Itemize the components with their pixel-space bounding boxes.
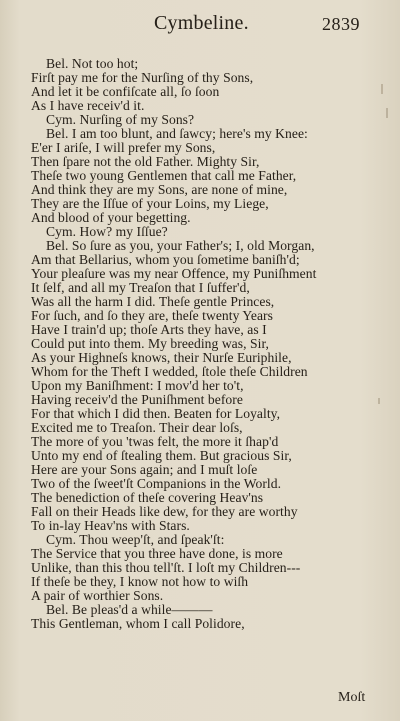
running-title: Cymbeline. (154, 12, 249, 34)
text-line: Have I train'd up; thoſe Arts they have, as I (31, 322, 267, 337)
text-line: Two of the ſweet'ſt Companions in the World. (31, 476, 282, 491)
page-header (0, 12, 400, 42)
text-line: Here are your Sons again; and I muſt loſe (31, 462, 258, 477)
text-line: Cym. Nurſing of my Sons? (46, 112, 195, 127)
text-line: It ſelf, and all my Treaſon that I ſuffer'd, (31, 280, 250, 295)
text-line: Fall on their Heads like dew, for they are worthy (31, 504, 298, 519)
text-line: The benediction of theſe covering Heav'ns (31, 490, 264, 505)
text-line: Bel. So ſure as you, your Father's; I, old Morgan, (46, 238, 315, 253)
text-line: And think they are my Sons, are none of mine, (31, 182, 288, 197)
text-line: For ſuch, and ſo they are, theſe twenty Years (31, 308, 273, 323)
text-line: Unlike, than this thou tell'ſt. I loſt my Children--- (31, 560, 301, 575)
text-line: As your Highneſs knows, their Nurſe Euriphile, (31, 350, 292, 365)
text-line: Bel. I am too blunt, and ſawcy; here's my Knee: (46, 126, 308, 141)
text-line: They are the Iſſue of your Loins, my Liege, (31, 196, 269, 211)
text-line: A pair of worthier Sons. (31, 588, 164, 603)
text-line: Bel. Not too hot; (46, 56, 139, 71)
text-line: Was all the harm I did. Theſe gentle Princes, (31, 294, 275, 309)
text-line: Unto my end of ſtealing them. But gracious Sir, (31, 448, 292, 463)
text-line: The Service that you three have done, is more (31, 546, 283, 561)
paper-fleck (386, 108, 388, 118)
text-line: Am that Bellarius, whom you ſometime baniſh'd; (31, 252, 300, 267)
text-line: As I have receiv'd it. (31, 98, 145, 113)
text-line: Excited me to Treaſon. Their dear loſs, (31, 420, 243, 435)
text-line: The more of you 'twas felt, the more it ſhap'd (31, 434, 279, 449)
text-line: For that which I did then. Beaten for Loyalty, (31, 406, 281, 421)
text-line: Whom for the Theft I wedded, ſtole theſe Children (31, 364, 308, 379)
text-line: Bel. Be pleas'd a while——— (46, 602, 213, 617)
text-line: This Gentleman, whom I call Polidore, (31, 616, 245, 631)
text-line: Your pleaſure was my near Offence, my Puniſhment (31, 266, 317, 281)
text-line: E'er I ariſe, I will prefer my Sons, (31, 140, 216, 155)
catchword: Moſt (338, 690, 366, 705)
text-line: If theſe be they, I know not how to wiſh (31, 574, 249, 589)
text-line: And blood of your begetting. (31, 210, 191, 225)
text-line: Upon my Baniſhment: I mov'd her to't, (31, 378, 244, 393)
text-line: And let it be confiſcate all, ſo ſoon (31, 84, 220, 99)
text-line: Cym. Thou weep'ſt, and ſpeak'ſt: (46, 532, 225, 547)
text-line: Having receiv'd the Puniſhment before (31, 392, 243, 407)
text-line: Then ſpare not the old Father. Mighty Sir, (31, 154, 260, 169)
page-number: 2839 (322, 14, 360, 34)
paper-fleck (381, 84, 383, 94)
paper-fleck (378, 398, 380, 404)
text-line: Cym. How? my Iſſue? (46, 224, 168, 239)
text-line: Firſt pay me for the Nurſing of thy Sons, (31, 70, 254, 85)
text-line: To in-lay Heav'ns with Stars. (31, 518, 190, 533)
text-line: Theſe two young Gentlemen that call me Father, (31, 168, 297, 183)
text-line: Could put into them. My breeding was, Sir, (31, 336, 269, 351)
